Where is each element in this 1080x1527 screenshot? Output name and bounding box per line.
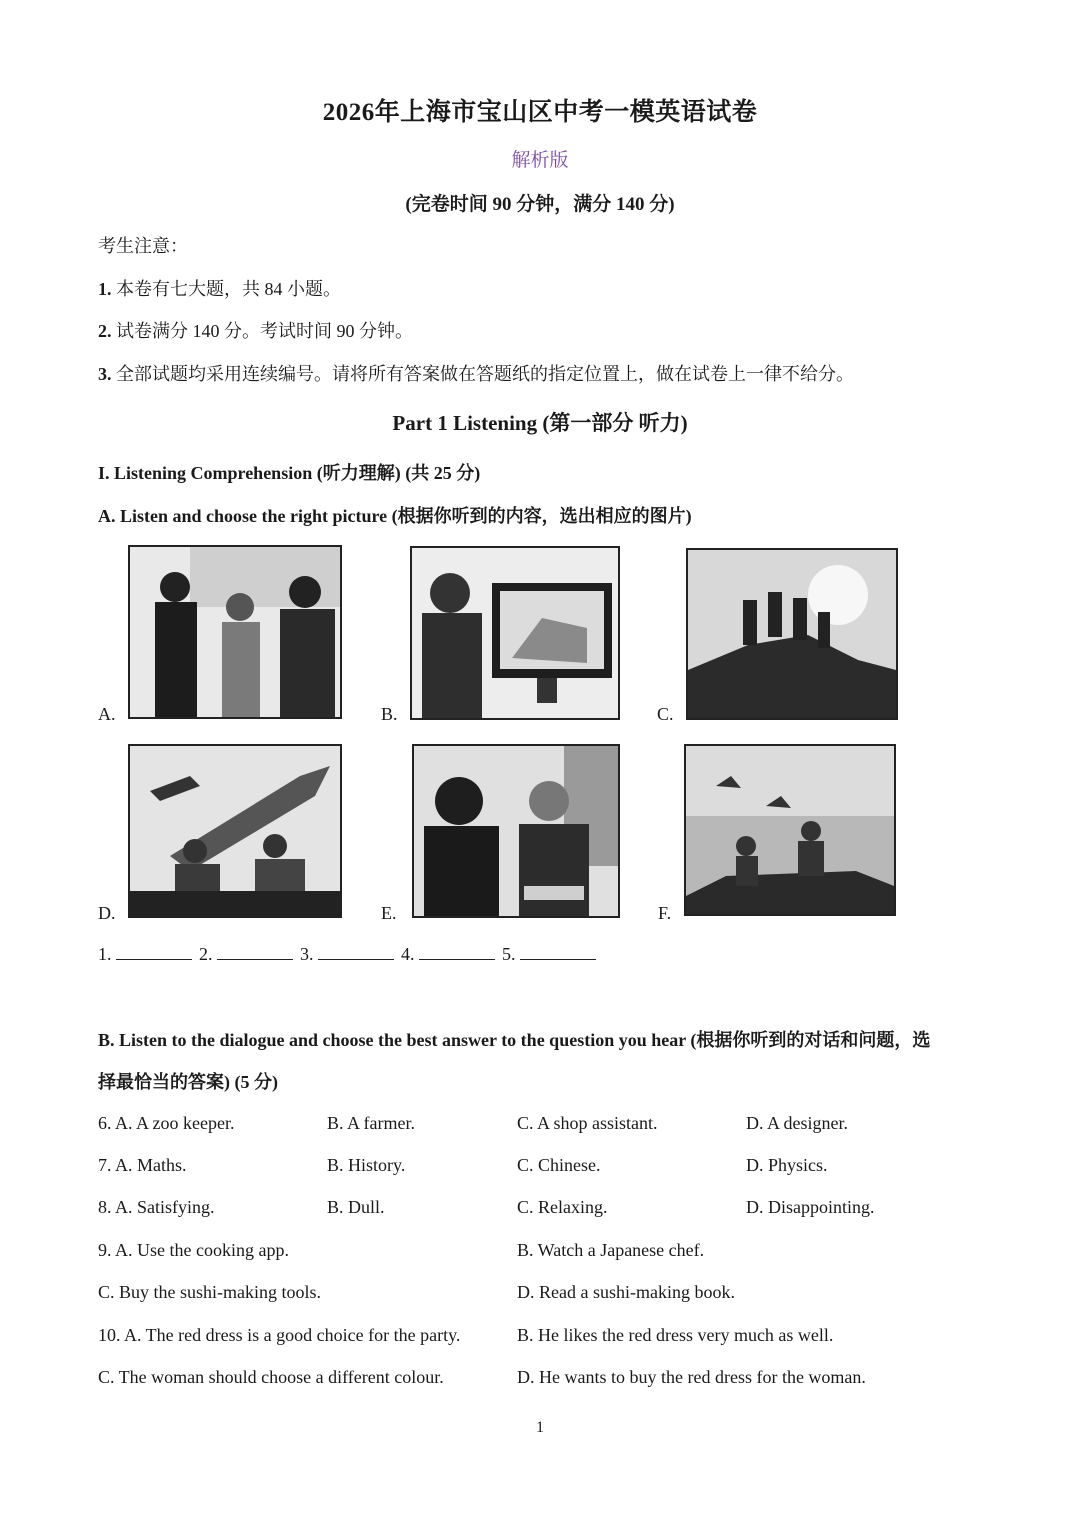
page-title: 2026年上海市宝山区中考一模英语试卷	[322, 99, 758, 126]
q10-option-b: B. He likes the red dress very much as well.	[517, 1325, 834, 1345]
notice-item-num: 2.	[98, 321, 112, 341]
q6-option-a: 6. A. A zoo keeper.	[98, 1113, 235, 1133]
answer-blank[interactable]	[217, 945, 293, 960]
notice-item	[98, 275, 341, 301]
blank-number: 3.	[300, 944, 314, 964]
hikers-mountain-icon	[686, 548, 898, 720]
fishermen-boat-icon	[684, 744, 896, 916]
q9-option-b: B. Watch a Japanese chef.	[517, 1240, 705, 1260]
picture-label-a: A.	[98, 704, 116, 724]
q8-option-d: D. Disappointing.	[746, 1197, 875, 1217]
q7-option-a: 7. A. Maths.	[98, 1155, 187, 1175]
notice-item	[98, 360, 854, 386]
police-arrest-icon	[128, 545, 342, 719]
q8-option-c: C. Relaxing.	[517, 1197, 608, 1217]
q9-option-d: D. Read a sushi-making book.	[517, 1282, 735, 1302]
blank-number: 4.	[401, 944, 415, 964]
aerospace-engineers-icon	[128, 744, 342, 918]
q9-option-a: 9. A. Use the cooking app.	[98, 1240, 289, 1260]
answer-blank[interactable]	[520, 945, 596, 960]
picture-label-c: C.	[657, 704, 674, 724]
q7-option-c: C. Chinese.	[517, 1155, 601, 1175]
blank-number: 1.	[98, 944, 112, 964]
blank-number: 5.	[502, 944, 516, 964]
blank-number: 2.	[199, 944, 213, 964]
answer-blanks	[98, 944, 599, 965]
answer-blank[interactable]	[116, 945, 192, 960]
q8-option-b: B. Dull.	[327, 1197, 385, 1217]
notice-item-text: 本卷有七大题，共 84 小题。	[116, 279, 341, 299]
q9-option-c: C. Buy the sushi-making tools.	[98, 1282, 322, 1302]
time-info: (完卷时间 90 分钟，满分 140 分)	[405, 194, 675, 215]
q6-option-b: B. A farmer.	[327, 1113, 415, 1133]
notice-item-num: 1.	[98, 279, 112, 299]
page-subtitle: 解析版	[511, 150, 569, 171]
q8-option-a: 8. A. Satisfying.	[98, 1197, 215, 1217]
picture-label-e: E.	[381, 903, 397, 923]
notice-item-num: 3.	[98, 364, 112, 384]
q10-option-a: 10. A. The red dress is a good choice for the party.	[98, 1325, 461, 1345]
part1-title: Part 1 Listening (第一部分 听力)	[392, 411, 688, 435]
notice-item	[98, 317, 413, 343]
picture-label-d: D.	[98, 903, 116, 923]
picture-label-f: F.	[658, 903, 672, 923]
q7-option-b: B. History.	[327, 1155, 406, 1175]
architect-computer-icon	[410, 546, 620, 720]
section1-title: I. Listening Comprehension (听力理解) (共 25 分)	[98, 463, 481, 483]
interview-scholar-icon	[412, 744, 620, 918]
picture-label-b: B.	[381, 704, 398, 724]
q10-option-c: C. The woman should choose a different colour.	[98, 1367, 444, 1387]
notice-heading: 考生注意：	[98, 236, 188, 256]
notice-item-text: 试卷满分 140 分。考试时间 90 分钟。	[116, 321, 413, 341]
q6-option-c: C. A shop assistant.	[517, 1113, 658, 1133]
sectionB-title-cont: 择最恰当的答案) (5 分)	[98, 1072, 278, 1092]
page-number: 1	[536, 1419, 544, 1436]
q6-option-d: D. A designer.	[746, 1113, 848, 1133]
sectionA-title: A. Listen and choose the right picture (根据你听到的内容，选出相应的图片)	[98, 506, 692, 526]
answer-blank[interactable]	[318, 945, 394, 960]
q7-option-d: D. Physics.	[746, 1155, 828, 1175]
q10-option-d: D. He wants to buy the red dress for the woman.	[517, 1367, 866, 1387]
sectionB-title: B. Listen to the dialogue and choose the best answer to the question you hear (根据你听到的对话和问题，选	[98, 1030, 931, 1050]
answer-blank[interactable]	[419, 945, 495, 960]
notice-item-text: 全部试题均采用连续编号。请将所有答案做在答题纸的指定位置上，做在试卷上一律不给分。	[116, 364, 854, 384]
